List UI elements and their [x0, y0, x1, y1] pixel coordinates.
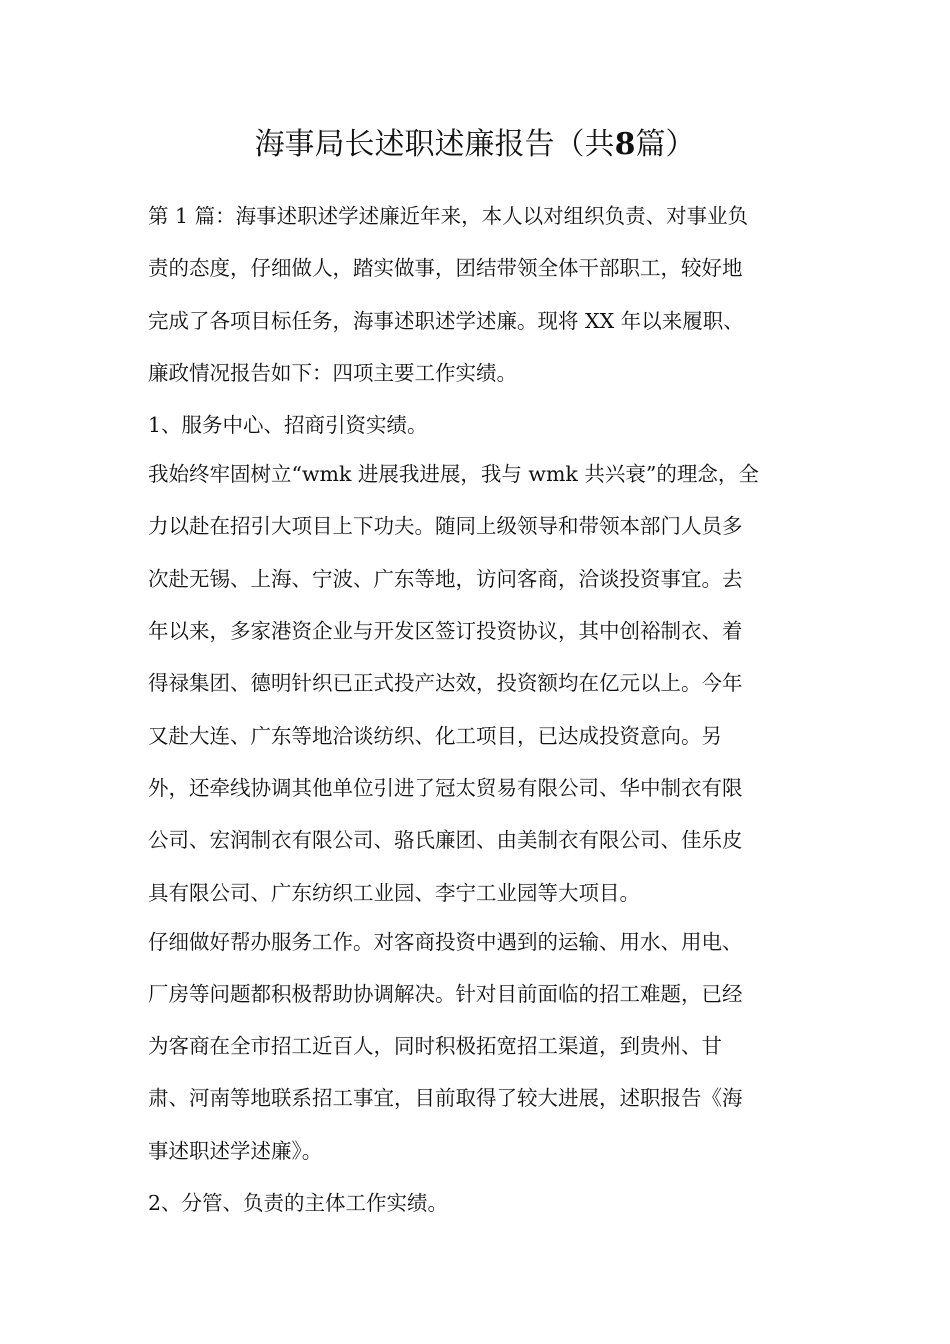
title-number: 8 [614, 127, 636, 162]
body-line: 我始终牢固树立“wmk 进展我进展，我与 wmk 共兴衰”的理念，全 [148, 462, 759, 487]
document-title [0, 118, 950, 172]
body-line: 得禄集团、德明针织已正式投产达效，投资额均在亿元以上。今年 [148, 671, 743, 696]
body-line: 公司、宏润制衣有限公司、骆氏廉团、由美制衣有限公司、佳乐皮 [148, 828, 743, 853]
body-line: 第 1 篇：海事述职述学述廉近年来，本人以对组织负责、对事业负 [148, 204, 749, 228]
body-line: 为客商在全市招工近百人，同时积极拓宽招工渠道，到贵州、甘 [148, 1034, 722, 1059]
document-body [148, 190, 808, 1229]
body-line: 次赴无锡、上海、宁波、广东等地，访问客商，洽谈投资事宜。去 [148, 566, 743, 591]
section-heading: 1、服务中心、招商引资实绩。 [148, 413, 428, 438]
body-line: 责的态度，仔细做人，踏实做事，团结带领全体干部职工，较好地 [148, 256, 743, 281]
body-line: 具有限公司、广东纺织工业园、李宁工业园等大项目。 [148, 880, 640, 905]
body-line: 仔细做好帮办服务工作。对客商投资中遇到的运输、用水、用电、 [148, 929, 743, 954]
title-prefix: 海事局长述职述廉报告（共 [254, 127, 615, 162]
body-line: 厂房等问题都积极帮助协调解决。针对目前面临的招工难题，已经 [148, 981, 743, 1006]
body-line: 事述职述学述廉》。 [148, 1138, 323, 1163]
body-line: 又赴大连、广东等地洽谈纺织、化工项目，已达成投资意向。另 [148, 723, 722, 748]
body-line: 完成了各项目标任务，海事述职述学述廉。现将 XX 年以来履职、 [148, 308, 744, 333]
body-line: 年以来，多家港资企业与开发区签订投资协议，其中创裕制衣、着 [148, 619, 743, 644]
body-line: 力以赴在招引大项目上下功夫。随同上级领导和带领本部门人员多 [148, 514, 743, 539]
body-line: 廉政情况报告如下：四项主要工作实绩。 [148, 360, 517, 385]
section-heading: 2、分管、负责的主体工作实绩。 [148, 1191, 449, 1216]
body-line: 外，还牵线协调其他单位引进了冠太贸易有限公司、华中制衣有限 [148, 775, 743, 800]
body-line: 肃、河南等地联系招工事宜，目前取得了较大进展，述职报告《海 [148, 1086, 743, 1111]
title-suffix: 篇） [635, 127, 696, 162]
